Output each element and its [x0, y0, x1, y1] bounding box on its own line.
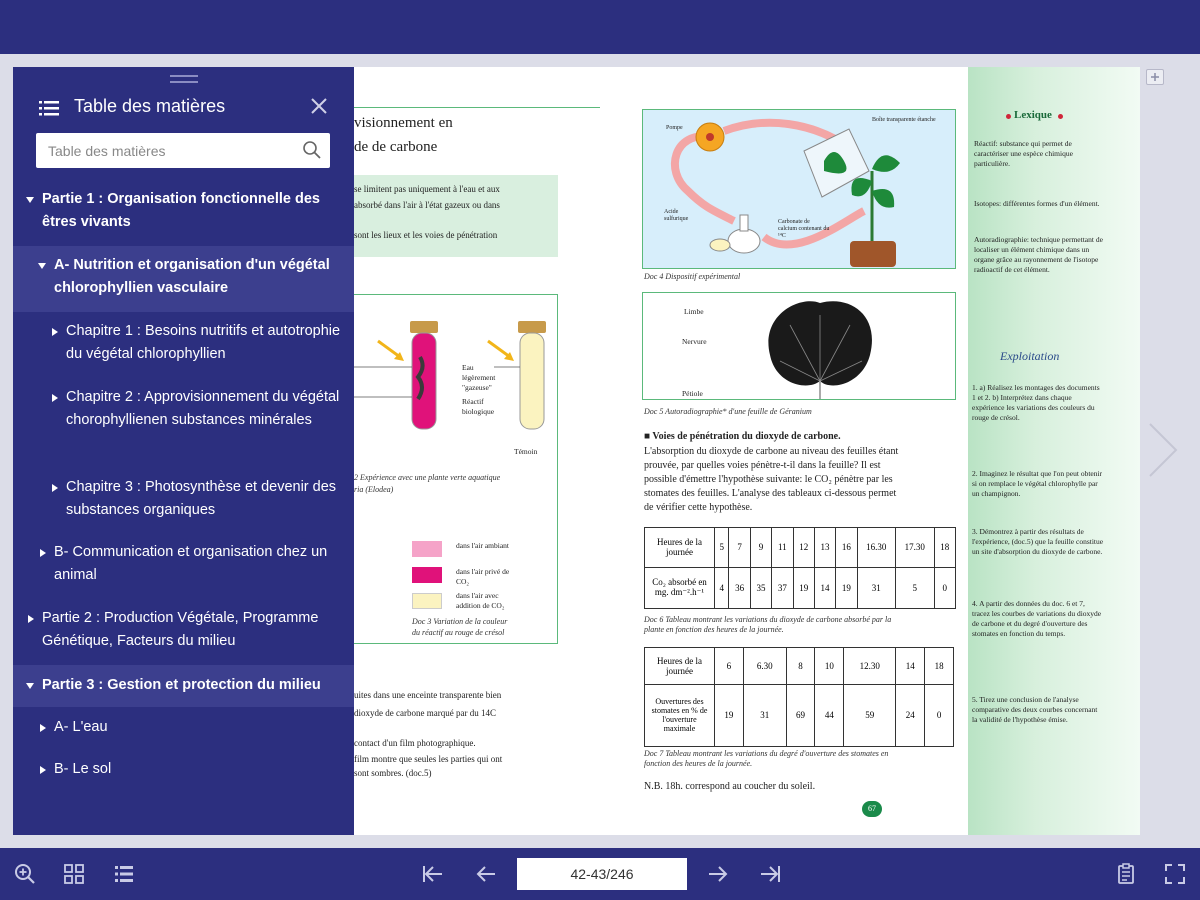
- page-number-badge: 67: [862, 801, 882, 817]
- lexique-title: Lexique: [1014, 109, 1052, 121]
- doc4-caption: Doc 4 Dispositif expérimental: [644, 272, 741, 281]
- sidebar-header: [13, 91, 354, 123]
- toc-item-label: A- L'eau: [54, 719, 108, 735]
- leaf-figure: [750, 295, 890, 399]
- table-cell: 4: [715, 567, 729, 608]
- doc6-caption-b: plante en fonction des heures de la journée.: [644, 625, 784, 634]
- table-cell: 35: [750, 567, 771, 608]
- left-heading-2: de de carbone: [354, 139, 438, 155]
- search-icon[interactable]: [302, 140, 322, 160]
- co2-table: [644, 527, 956, 609]
- table-cell: 11: [772, 528, 793, 568]
- table-cell: 18: [925, 648, 954, 685]
- next-page-icon[interactable]: [706, 862, 730, 886]
- chevron-down-icon: [26, 197, 34, 203]
- toc-search-box: [36, 133, 330, 168]
- para-2: prouvée, par quelles voies pénètre-t-il dans la feuille? Il est: [644, 460, 881, 471]
- leaf-label-2: Nervure: [682, 337, 707, 346]
- table-cell: 13: [814, 528, 835, 568]
- table-cell-header: Ouvertures des stomates en % de l'ouverture maximale: [645, 684, 715, 746]
- doc7-caption: Doc 7 Tableau montrant les variations du degré d'ouverture des stomates en: [644, 749, 889, 758]
- apparatus-label-1: Pompe: [666, 125, 683, 131]
- apparatus-label-4: Carbonate de calcium contenant du ¹⁴C: [778, 219, 830, 239]
- table-cell: 8: [786, 648, 815, 685]
- toc-item-chapitre-3[interactable]: [13, 468, 354, 533]
- table-row: [645, 567, 956, 608]
- page-indicator-input[interactable]: [517, 858, 687, 890]
- table-cell-header: Co₂ absorbé en mg. dm⁻².h⁻¹: [645, 567, 715, 608]
- table-cell: 7: [729, 528, 750, 568]
- toc-item-partie-3[interactable]: [13, 665, 354, 707]
- toc-item-label: Chapitre 3 : Photosynthèse et devenir des substances organiques: [66, 479, 337, 518]
- left-caption-2b: ria (Elodea): [354, 485, 394, 494]
- table-cell: 18: [934, 528, 955, 568]
- left-para-2: absorbé dans l'air à l'état gazeux ou dans: [354, 200, 500, 210]
- table-cell: 5: [715, 528, 729, 568]
- table-cell: 0: [925, 684, 954, 746]
- table-cell: 12: [793, 528, 814, 568]
- table-cell: 19: [793, 567, 814, 608]
- table-cell: 0: [934, 567, 955, 608]
- lexique-item: Autoradiographie: technique permettant de localiser un élément chimique dans un organe grâce au rayonnement de l'isotope radioactif de cet élément.: [974, 235, 1103, 274]
- toc-search-input[interactable]: [36, 133, 296, 168]
- toc-item-partie-2[interactable]: [13, 599, 354, 665]
- table-cell: 44: [815, 684, 844, 746]
- toc-item-label: Partie 2 : Production Végétale, Programme Génétique, Facteurs du milieu: [42, 610, 319, 649]
- toc-item-chapitre-2[interactable]: [13, 378, 354, 468]
- exploitation-item: 5. Tirez une conclusion de l'analyse comparative des deux courbes concernant la validité de l'hypothèse émise.: [972, 695, 1098, 724]
- legend-1: dans l'air ambiant: [456, 541, 510, 550]
- tube-label-3: "gazeuse": [462, 383, 492, 392]
- sidebar-title: Table des matières: [74, 96, 226, 116]
- nb-note: N.B. 18h. correspond au coucher du soleil.: [644, 781, 816, 792]
- apparatus-label-3: Acide sulfurique: [664, 209, 689, 222]
- table-cell: 36: [729, 567, 750, 608]
- lexique-item: Isotopes: différentes formes d'un élément.: [974, 199, 1100, 208]
- table-cell: 14: [814, 567, 835, 608]
- table-cell: 31: [857, 567, 896, 608]
- tube-label-2: légèrement: [462, 373, 496, 382]
- left-bottom-1: uites dans une enceinte transparente bien: [354, 690, 502, 700]
- chevron-right-icon: [40, 724, 46, 732]
- lexique-column: [968, 67, 1140, 835]
- left-bottom-5: sont sombres. (doc.5): [354, 768, 432, 778]
- para-1: L'absorption du dioxyde de carbone au niveau des feuilles étant: [644, 446, 899, 457]
- apparatus-label-2: Boîte transparente étanche: [872, 117, 936, 123]
- chevron-right-icon: [40, 549, 46, 557]
- plus-icon: [1147, 70, 1163, 84]
- toc-item-section-a[interactable]: [13, 246, 354, 312]
- bullet-icon: [1058, 114, 1063, 119]
- table-cell: 59: [844, 684, 896, 746]
- legend-swatch-3: [412, 593, 442, 609]
- table-row: [645, 684, 954, 746]
- book-page-left: [354, 67, 610, 835]
- exploitation-item: 1. a) Réalisez les montages des documents 1 et 2. b) Interprétez dans chaque expérience les variations des couleurs du rouge de crésol.: [972, 383, 1100, 422]
- toc-item-sol[interactable]: [13, 749, 354, 791]
- table-cell: 19: [715, 684, 744, 746]
- table-cell: 6.30: [743, 648, 786, 685]
- notes-icon[interactable]: [1114, 862, 1138, 886]
- tube-label-5: biologique: [462, 407, 495, 416]
- table-cell-header: Heures de la journée: [645, 648, 715, 685]
- lexique-item: Réactif: substance qui permet de caractériser une espèce chimique particulière.: [974, 139, 1073, 168]
- chevron-right-icon: [52, 328, 58, 336]
- toc-item-eau[interactable]: [13, 707, 354, 749]
- table-cell: 16: [836, 528, 857, 568]
- toc-item-label: Partie 1 : Organisation fonctionnelle des êtres vivants: [42, 191, 320, 230]
- grid-icon[interactable]: [62, 862, 86, 886]
- book-page-right: [610, 67, 968, 835]
- exploitation-item: 3. Démontrez à partir des résultats de l'expérience, (doc.5) que la feuille constitue un site d'absorption du dioxyde de carbone.: [972, 527, 1104, 556]
- table-cell: 16.30: [857, 528, 896, 568]
- chevron-right-icon: [52, 394, 58, 402]
- left-heading-1: visionnement en: [354, 115, 453, 131]
- doc7-caption-b: fonction des heures de la journée.: [644, 759, 753, 768]
- tube-label-4: Réactif: [462, 397, 484, 406]
- table-row: [645, 648, 954, 685]
- table-cell: 10: [815, 648, 844, 685]
- table-cell: 14: [896, 648, 925, 685]
- leaf-label-3: Pétiole: [682, 389, 703, 398]
- bullet-icon: [1006, 114, 1011, 119]
- chevron-down-icon: [26, 683, 34, 689]
- apparatus-figure: [644, 111, 954, 267]
- chevron-right-icon: [52, 484, 58, 492]
- exploitation-item: 4. A partir des données du doc. 6 et 7, tracez les courbes de variations du dioxyde de carbone et du degré d'ouverture des stomates en fonction du temps.: [972, 599, 1102, 638]
- table-cell: 31: [743, 684, 786, 746]
- close-icon[interactable]: [309, 96, 329, 116]
- left-caption-3b: du réactif au rouge de crésol: [412, 628, 505, 637]
- next-page-chevron-icon[interactable]: [1146, 420, 1180, 480]
- para-5: de vérifier cette hypothèse.: [644, 502, 753, 513]
- toc-list: [13, 180, 354, 791]
- legend-swatch-1: [412, 541, 442, 557]
- legend-swatch-2: [412, 567, 442, 583]
- doc5-caption: Doc 5 Autoradiographie* d'une feuille de Géranium: [644, 407, 812, 416]
- left-para-3: sont les lieux et les voies de pénétration: [354, 230, 498, 240]
- chevron-right-icon: [40, 766, 46, 774]
- left-bottom-4: film montre que seules les parties qui ont: [354, 754, 503, 764]
- left-para-1: se limitent pas uniquement à l'eau et aux: [354, 184, 500, 194]
- last-page-icon[interactable]: [759, 862, 783, 886]
- left-bottom-3: contact d'un film photographique.: [354, 738, 476, 748]
- stomata-table: [644, 647, 954, 747]
- para-3: possible d'émettre l'hypothèse suivante: le CO₂ pénètre par les: [644, 474, 893, 485]
- toc-item-chapitre-1[interactable]: [13, 312, 354, 378]
- toc-sidebar: [13, 67, 354, 835]
- toc-item-label: Chapitre 1 : Besoins nutritifs et autotrophie du végétal chlorophyllien: [66, 323, 341, 362]
- toc-item-partie-1[interactable]: [13, 180, 354, 246]
- tube-label-6: Témoin: [514, 447, 538, 456]
- fullscreen-icon[interactable]: [1163, 862, 1187, 886]
- zoom-in-icon[interactable]: [13, 862, 37, 886]
- first-page-icon[interactable]: [420, 862, 444, 886]
- heading-rule: [354, 107, 600, 108]
- chevron-down-icon: [38, 263, 46, 269]
- toc-item-section-b[interactable]: [13, 533, 354, 599]
- top-bar: [0, 0, 1200, 54]
- para-4: stomates des feuilles. L'analyse des tableaux ci-dessous permet: [644, 488, 897, 499]
- table-cell: 17.30: [896, 528, 935, 568]
- tube-label-1: Eau: [462, 363, 474, 372]
- table-cell: 69: [786, 684, 815, 746]
- left-bottom-2: dioxyde de carbone marqué par du 14C: [354, 708, 496, 718]
- table-cell: 19: [836, 567, 857, 608]
- toc-item-label: B- Le sol: [54, 761, 112, 777]
- test-tubes-figure: [354, 317, 558, 437]
- table-row: [645, 528, 956, 568]
- table-cell: 12.30: [844, 648, 896, 685]
- exploitation-item: 2. Imaginez le résultat que l'on peut obtenir si on remplace le végétal chlorophylle par un champignon.: [972, 469, 1103, 498]
- add-page-button[interactable]: [1146, 69, 1164, 85]
- table-cell: 9: [750, 528, 771, 568]
- table-cell: 37: [772, 567, 793, 608]
- exploitation-title: Exploitation: [1000, 349, 1060, 363]
- doc6-caption: Doc 6 Tableau montrant les variations du dioxyde de carbone absorbé par la: [644, 615, 892, 624]
- legend-3: dans l'air avec addition de CO₂: [456, 591, 505, 610]
- chevron-right-icon: [28, 615, 34, 623]
- list-icon: [39, 100, 59, 116]
- legend-2: dans l'air privé de CO₂: [456, 567, 510, 586]
- drag-handle[interactable]: [170, 75, 198, 83]
- left-caption-2: 2 Expérience avec une plante verte aquatique: [354, 473, 501, 482]
- table-cell: 6: [715, 648, 744, 685]
- list-icon[interactable]: [112, 862, 136, 886]
- toc-item-label: A- Nutrition et organisation d'un végétal chlorophyllien vasculaire: [54, 257, 330, 296]
- left-caption-3: Doc 3 Variation de la couleur: [412, 617, 508, 626]
- table-cell: 5: [896, 567, 935, 608]
- table-cell: 24: [896, 684, 925, 746]
- toc-item-label: B- Communication et organisation chez un animal: [54, 544, 328, 583]
- leaf-label-1: Limbe: [684, 307, 704, 316]
- toc-item-label: Partie 3 : Gestion et protection du milieu: [42, 677, 321, 693]
- prev-page-icon[interactable]: [474, 862, 498, 886]
- table-cell-header: Heures de la journée: [645, 528, 715, 568]
- section-title: ■ Voies de pénétration du dioxyde de carbone.: [644, 431, 841, 442]
- toc-item-label: Chapitre 2 : Approvisionnement du végétal chorophyllienen substances minérales: [66, 389, 340, 428]
